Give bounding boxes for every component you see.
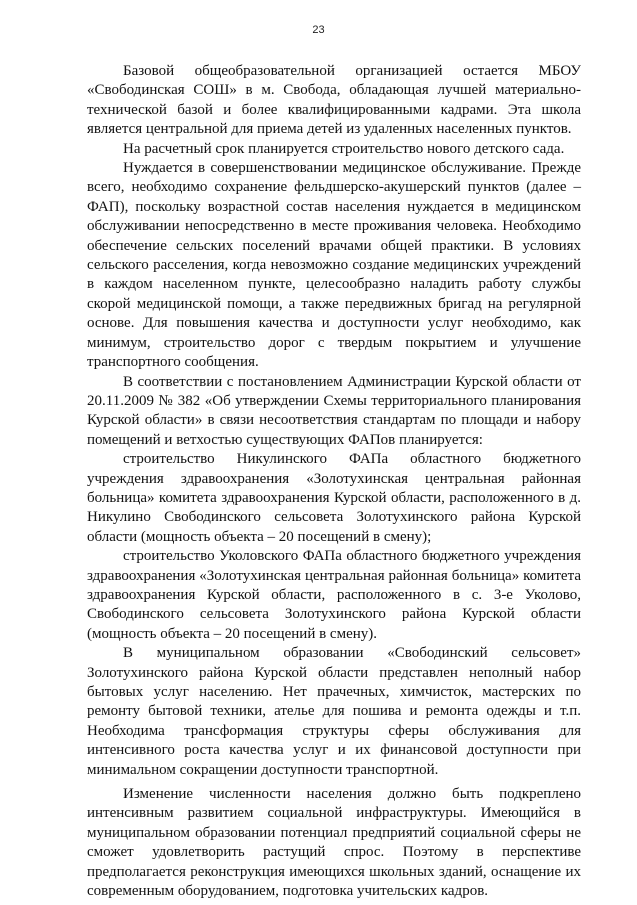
- paragraph-medical-service: Нуждается в совершенствовании медицинское обслуживание. Прежде всего, необходимо сохранение фельдшерско-акушерский пунктов (далее – ФАП), поскольку возрастной состав населения нуждается в медицинском обслуживании непосредственно в месте проживания человека. Необходимо обеспечение сельских поселений врачами общей практики. В условиях сельского расселения, когда невозможно создание медицинских учреждений в каждом населенном пункте, целесообразно наладить работу службы скорой медицинской помощи, а также передвижных бригад на регулярной основе. Для повышения качества и доступности услуг необходимо, как минимум, строительство дорог с твердым покрытием и улучшение транспортного сообщения.: [87, 160, 581, 371]
- paragraph-kindergarten: На расчетный срок планируется строительство нового детского сада.: [123, 140, 565, 157]
- list-item-nikulino-fap: строительство Никулинского ФАПа областного бюджетного учреждения здравоохранения «Золотухинская центральная районная больница» комитета здравоохранения Курской области, расположенного в д. Никулино Свободинского сельсовета Золотухинского района Курской области (мощность объекта – 20 посещений в смену);: [87, 451, 581, 545]
- page-number: 23: [312, 24, 325, 36]
- paragraph-household-services: В муниципальном образовании «Свободинский сельсовет» Золотухинского района Курской области представлен неполный набор бытовых услуг населению. Нет прачечных, химчисток, мастерских по ремонту бытовой техники, ателье для пошива и ремонта одежды и т.п. Необходима трансформация структуры сферы обслуживания для интенсивного роста качества услуг и их финансовой доступности при минимальном сокращении доступности транспортной.: [87, 645, 581, 778]
- paragraph-resolution: В соответствии с постановлением Администрации Курской области от 20.11.2009 № 382 «Об утверждении Схемы территориального планирования Курской области» в связи несоответствия стандартам по площади и набору помещений и ветхостью существующих ФАПов планируется:: [87, 373, 581, 448]
- paragraph-base-school: Базовой общеобразовательной организацией остается МБОУ «Свободинская СОШ» в м. Свобода, обладающая лучшей материально-технической базой и более квалифицированными кадрами. Эта школа является центральной для приема детей из удаленных населенных пунктов.: [87, 63, 581, 138]
- list-item-ukolovo-fap: строительство Уколовского ФАПа областного бюджетного учреждения здравоохранения «Золотухинская центральная районная больница» комитета здравоохранения Курской области, расположенного в с. 3-е Уколово, Свободинского сельсовета Золотухинского района Курской области (мощность объекта – 20 посещений в смену).: [87, 548, 581, 642]
- paragraph-social-infrastructure: Изменение численности населения должно быть подкреплено интенсивным развитием социальной инфраструктуры. Имеющийся в муниципальном образовании потенциал предприятий социальной сферы не сможет удовлетворить растущий спрос. Поэтому в перспективе предполагается реконструкция имеющихся школьных зданий, оснащение их современным оборудованием, подготовка учительских кадров.: [87, 786, 581, 900]
- document-body: [87, 62, 581, 901]
